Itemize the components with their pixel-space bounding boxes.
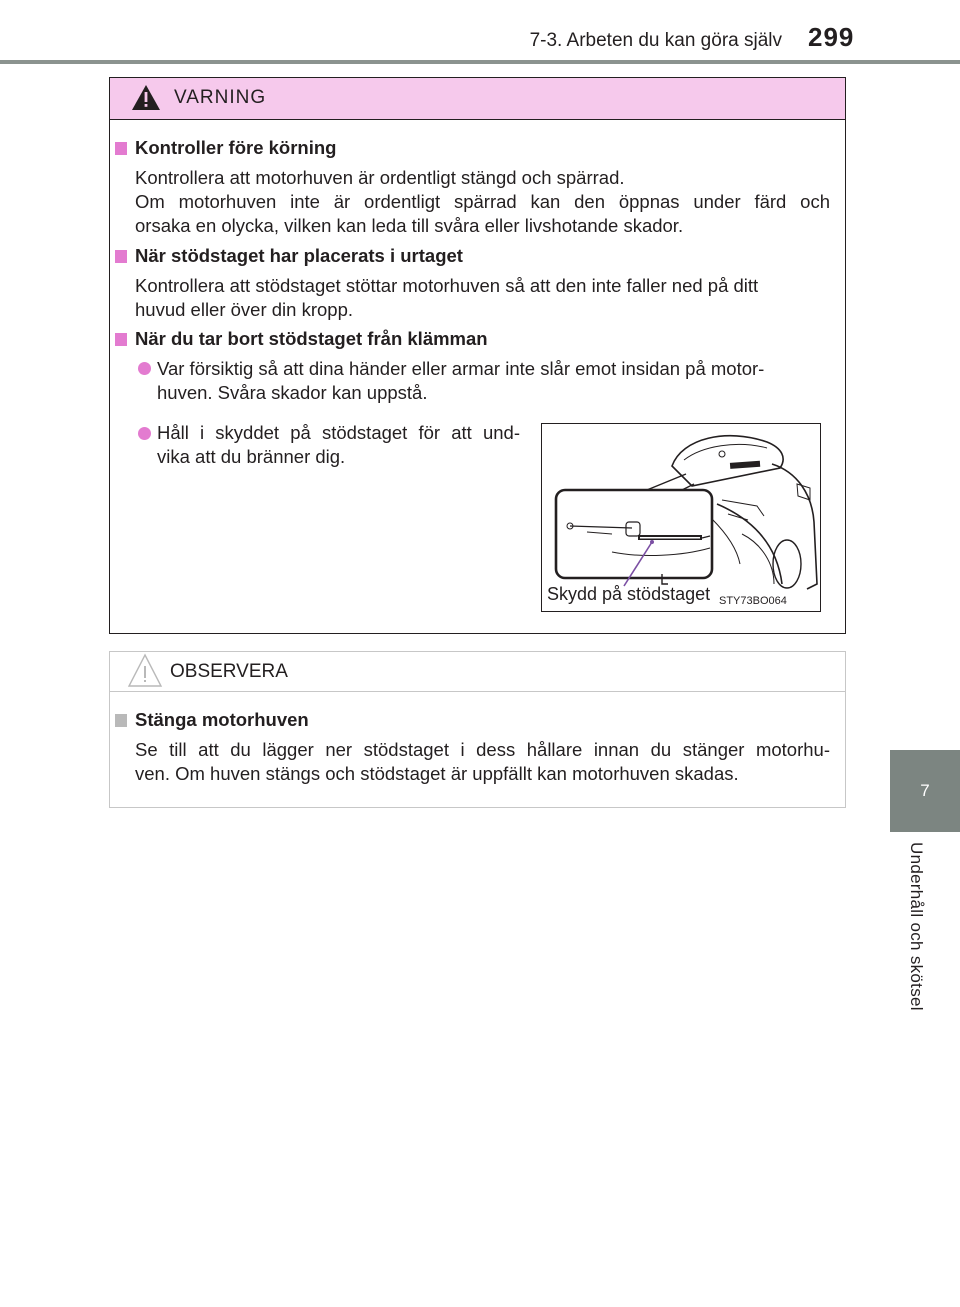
page-number: 299	[808, 22, 855, 52]
chapter-title: Underhåll och skötsel	[907, 842, 926, 1011]
section-marker-icon	[115, 714, 127, 727]
paragraph-line: huven. Svåra skador kan uppstå.	[157, 382, 428, 403]
caution-triangle-icon	[127, 652, 163, 688]
header-divider	[0, 60, 960, 64]
paragraph-line: Kontrollera att stödstaget stöttar motorhuven så att den inte faller ned på ditt	[135, 275, 759, 296]
chapter-tab[interactable]	[890, 750, 960, 832]
section-title: 7-3. Arbeten du kan göra själv	[529, 30, 782, 51]
warning-header	[110, 78, 845, 120]
chapter-number: 7	[920, 781, 930, 800]
figure-code: STY73BO064	[719, 595, 787, 607]
bullet-icon	[138, 427, 151, 440]
paragraph-line: Om motorhuven inte är ordentligt spärrad kan den öppnas under färd och	[135, 191, 830, 212]
paragraph-line: huvud eller över din kropp.	[135, 299, 354, 320]
section-heading-stanga: Stänga motorhuven	[135, 709, 309, 730]
paragraph-line: orsaka en olycka, vilken kan leda till svåra eller livshotande skador.	[135, 215, 684, 236]
notice-header	[110, 652, 845, 692]
hood-strut-illustration	[541, 423, 821, 612]
paragraph-line: ven. Om huven stängs och stödstaget är uppfällt kan motorhuven skadas.	[135, 763, 739, 784]
section-marker-icon	[115, 142, 127, 155]
warning-triangle-icon	[131, 84, 161, 111]
warning-title: VARNING	[174, 87, 267, 108]
notice-title: OBSERVERA	[170, 661, 288, 682]
paragraph-line: vika att du bränner dig.	[157, 446, 346, 467]
section-marker-icon	[115, 250, 127, 263]
section-heading-urtaget: När stödstaget har placerats i urtaget	[135, 245, 463, 266]
paragraph-line: Se till att du lägger ner stödstaget i dess hållare innan du stänger motorhu-	[135, 739, 830, 760]
bullet-icon	[138, 362, 151, 375]
paragraph-line: Håll i skyddet på stödstaget för att und-	[157, 422, 520, 443]
paragraph-line: Var försiktig så att dina händer eller armar inte slår emot insidan på motor-	[157, 358, 765, 379]
paragraph-line: Kontrollera att motorhuven är ordentligt stängd och spärrad.	[135, 167, 625, 188]
figure-callout-label: Skydd på stödstaget	[547, 584, 711, 604]
section-heading-klamman: När du tar bort stödstaget från klämman	[135, 328, 488, 349]
section-heading-kontroller: Kontroller före körning	[135, 137, 337, 158]
section-marker-icon	[115, 333, 127, 346]
